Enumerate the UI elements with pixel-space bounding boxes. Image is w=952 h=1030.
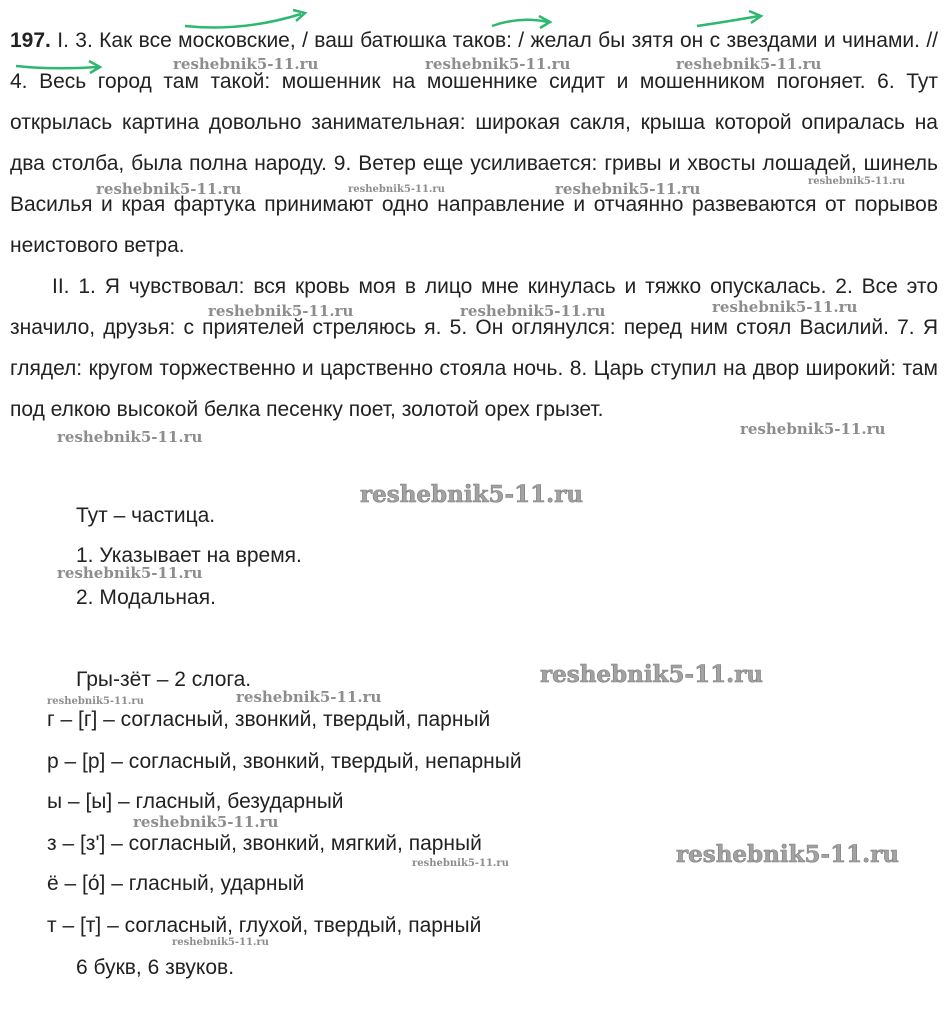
tut-item: 1. Указывает на время. (76, 544, 302, 567)
watermark: reshebnik5-11.ru (425, 55, 571, 73)
tut-item: 2. Модальная. (76, 586, 216, 609)
letter-summary: 6 букв, 6 звуков. (76, 956, 235, 979)
watermark: reshebnik5-11.ru (740, 420, 886, 438)
watermark: reshebnik5-11.ru (133, 813, 279, 831)
watermark: reshebnik5-11.ru (412, 858, 509, 869)
watermark: reshebnik5-11.ru (808, 176, 905, 187)
letter-row: ы – [ы] – гласный, безударный (47, 790, 344, 813)
part-one-text: І. 3. Как все московские, / ваш батюшка таков: / желал бы зятя он с звездами и чинами. // 4. Весь город там такой: мошенник на мошеннике сидит и мошенником погоняет. 6. Тут открылась картина довольно занимательная: широкая сакля, крыша которой опиралась на два столба, была полна народу. 9. Ветер еще усиливается: гривы и хвосты лошадей, шинель Василья и края фартука принимают одно направление и отчаянно развеваются от порывов неистового ветра. (10, 29, 938, 257)
letter-row: т – [т] – согласный, глухой, твердый, парный (47, 914, 482, 937)
letter-row: г – [г] – согласный, звонкий, твердый, парный (47, 708, 491, 731)
gryzet-title: Гры-зёт – 2 слога. (76, 668, 252, 691)
watermark: reshebnik5-11.ru (460, 302, 606, 320)
watermark: reshebnik5-11.ru (208, 302, 354, 320)
watermark: reshebnik5-11.ru (236, 688, 382, 706)
tut-title: Тут – частица. (76, 504, 216, 527)
watermark: reshebnik5-11.ru (360, 481, 583, 508)
watermark: reshebnik5-11.ru (173, 55, 319, 73)
watermark: reshebnik5-11.ru (57, 428, 203, 446)
watermark: reshebnik5-11.ru (348, 184, 445, 195)
watermark: reshebnik5-11.ru (712, 298, 858, 316)
watermark: reshebnik5-11.ru (555, 180, 701, 198)
watermark: reshebnik5-11.ru (676, 841, 899, 868)
task-number: 197. (10, 29, 51, 52)
letter-row: ё – [о́] – гласный, ударный (47, 872, 305, 895)
watermark: reshebnik5-11.ru (676, 55, 822, 73)
part-two-paragraph: ІІ. 1. Я чувствовал: вся кровь моя в лицо мне кинулась и тяжко опускалась. 2. Все это значило, друзья: с приятелей стреляюсь я. 5. Он оглянулся: перед ним стоял Василий. 7. Я глядел: кругом торжественно и царственно стояла ночь. 8. Царь ступил на двор широкий: там под елкою высокой белка песенку поет, золотой орех грызет. (10, 275, 938, 421)
watermark: reshebnik5-11.ru (540, 661, 763, 688)
watermark: reshebnik5-11.ru (57, 564, 203, 582)
watermark: reshebnik5-11.ru (47, 696, 144, 707)
watermark: reshebnik5-11.ru (172, 937, 269, 948)
letter-row: р – [р] – согласный, звонкий, твердый, непарный (47, 750, 522, 773)
letter-row: з – [з'] – согласный, звонкий, мягкий, парный (47, 832, 482, 855)
watermark: reshebnik5-11.ru (96, 180, 242, 198)
